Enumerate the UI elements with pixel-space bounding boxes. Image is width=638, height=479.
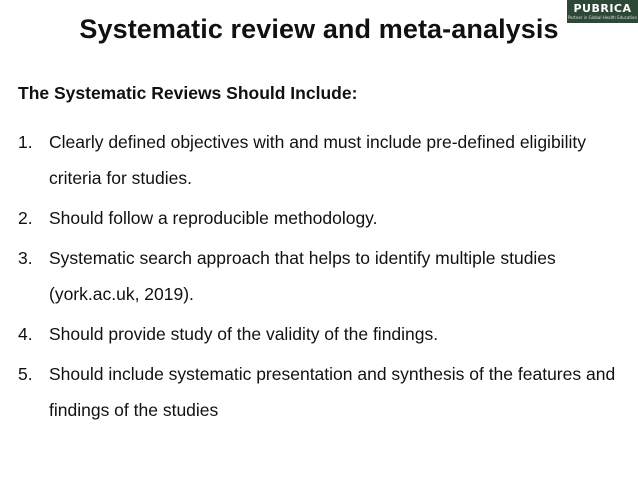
list-item-number: 3. [18,248,33,268]
list-item-text: Systematic search approach that helps to identify multiple studies (york.ac.uk, 2019). [49,248,556,304]
list-item-text: Should follow a reproducible methodology. [49,208,378,228]
logo-tagline: Partner in Global Health Education [567,15,638,20]
list-item-number: 1. [18,132,33,152]
list-item [18,316,630,352]
list-item-text: Clearly defined objectives with and must include pre-defined eligibility criteria for studies. [49,132,586,188]
list-item [18,124,630,196]
slide-title: Systematic review and meta-analysis [79,14,559,44]
list-item-text: Should provide study of the validity of the findings. [49,324,439,344]
list-item [18,356,630,428]
criteria-list [18,124,630,432]
list-item-text: Should include systematic presentation and synthesis of the features and findings of the studies [49,364,616,420]
section-subheading: The Systematic Reviews Should Include: [18,83,358,103]
list-item [18,200,630,236]
list-item [18,240,630,312]
list-item-number: 2. [18,208,33,228]
list-item-number: 5. [18,364,33,384]
list-item-number: 4. [18,324,33,344]
logo-wordmark: PUBRICA [573,2,632,15]
